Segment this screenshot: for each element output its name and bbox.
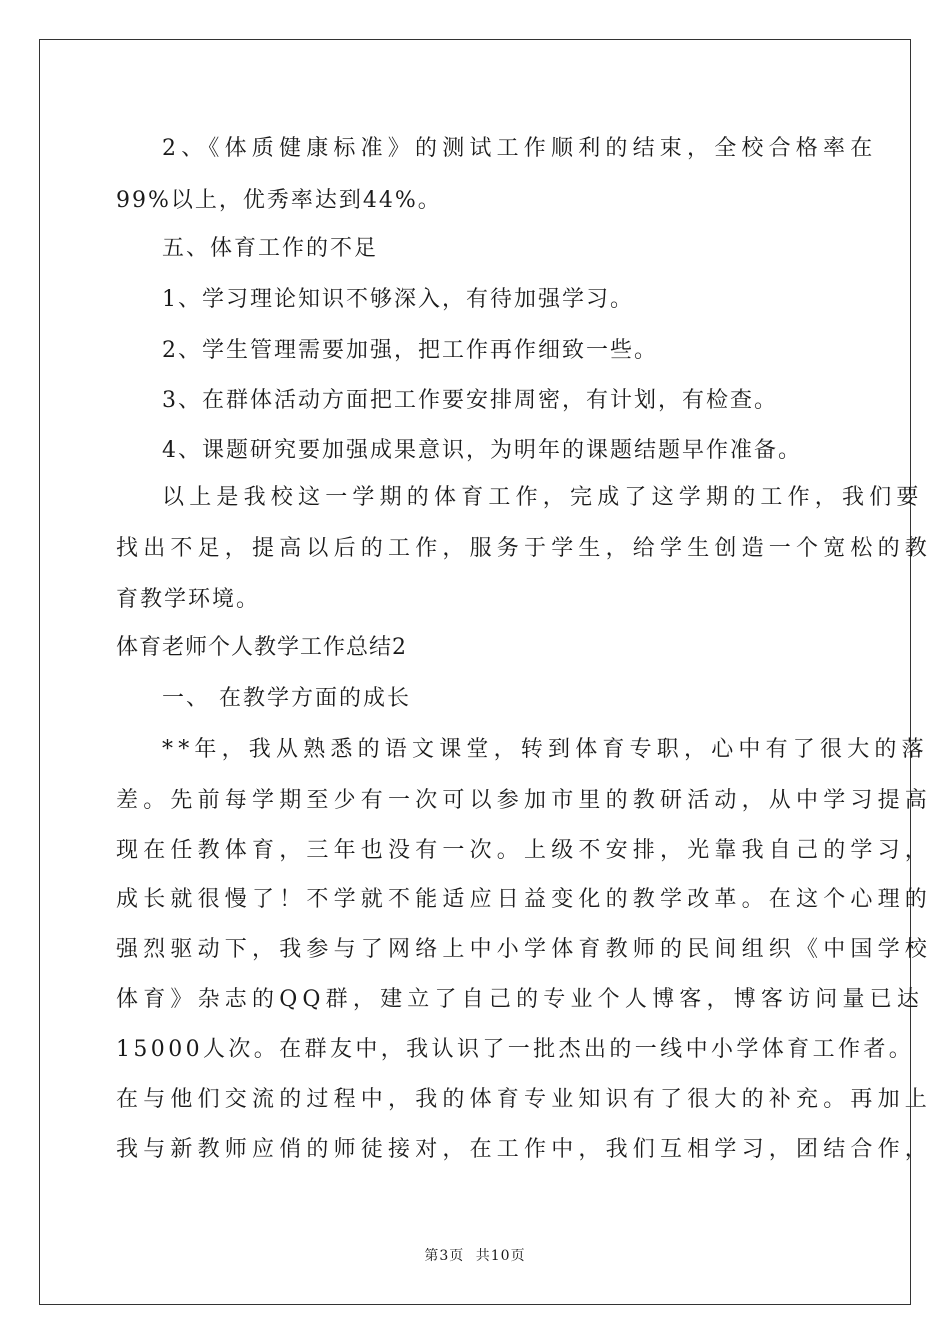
text-line: 强烈驱动下，我参与了网络上中小学体育教师的民间组织《中国学校: [116, 937, 933, 962]
text-line: **年，我从熟悉的语文课堂，转到体育专职，心中有了很大的落: [162, 737, 929, 762]
text-line: 99%以上，优秀率达到44%。: [116, 188, 442, 213]
list-item: 3、在群体活动方面把工作要安排周密，有计划，有检查。: [162, 388, 778, 413]
section-heading: 五、体育工作的不足: [162, 236, 379, 261]
text-line: 我与新教师应俏的师徒接对，在工作中，我们互相学习，团结合作，: [116, 1137, 933, 1162]
page-total: 共10页: [475, 1248, 526, 1264]
page-number: 第3页: [424, 1248, 465, 1264]
text-line: 育教学环境。: [116, 587, 261, 612]
list-item: 1、学习理论知识不够深入，有待加强学习。: [162, 287, 634, 312]
text-line: 15000人次。在群友中，我认识了一批杰出的一线中小学体育工作者。: [116, 1037, 915, 1062]
text-line: 体育》杂志的QQ群，建立了自己的专业个人博客，博客访问量已达: [116, 987, 925, 1012]
text-line: 2、《体质健康标准》的测试工作顺利的结束，全校合格率在: [162, 136, 878, 161]
text-line: 成长就很慢了！不学就不能适应日益变化的教学改革。在这个心理的: [116, 887, 933, 912]
text-line: 差。先前每学期至少有一次可以参加市里的教研活动，从中学习提高: [116, 788, 933, 813]
page-footer: [0, 1247, 950, 1265]
text-line: 找出不足，提高以后的工作，服务于学生，给学生创造一个宽松的教: [116, 536, 933, 561]
page-border: [39, 39, 911, 1305]
list-item: 2、学生管理需要加强，把工作再作细致一些。: [162, 338, 658, 363]
section-heading: 一、 在教学方面的成长: [162, 686, 411, 711]
list-item: 4、课题研究要加强成果意识，为明年的课题结题早作准备。: [162, 438, 802, 463]
text-line: 现在任教体育，三年也没有一次。上级不安排，光靠我自己的学习，: [116, 838, 933, 863]
text-line: 以上是我校这一学期的体育工作，完成了这学期的工作，我们要: [162, 485, 924, 510]
article-title: 体育老师个人教学工作总结2: [116, 635, 407, 660]
text-line: 在与他们交流的过程中，我的体育专业知识有了很大的补充。再加上: [116, 1087, 933, 1112]
